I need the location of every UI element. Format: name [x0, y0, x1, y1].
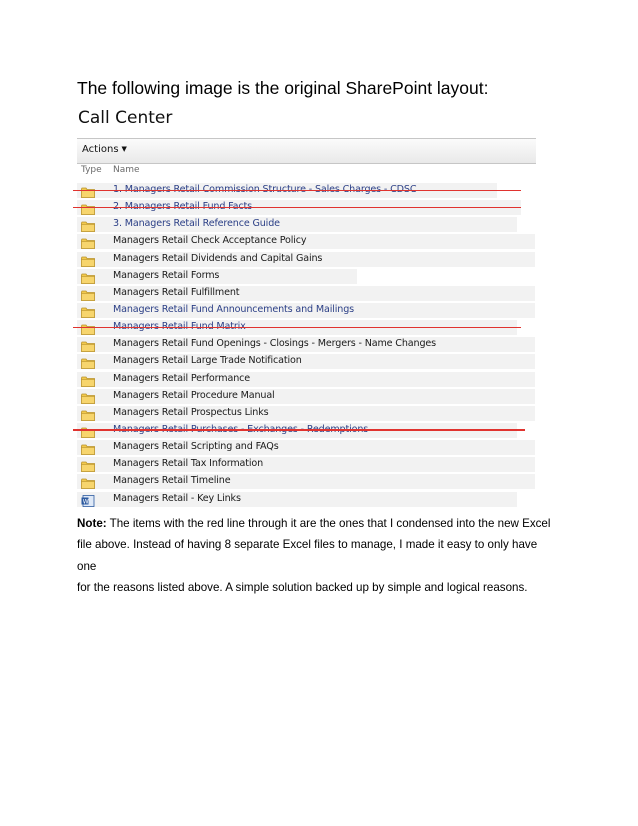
list-item[interactable] [77, 491, 537, 508]
note-line-3: for the reasons listed above. A simple solution backed up by simple and logical reasons. [77, 580, 528, 594]
note-label: Note: [77, 517, 107, 530]
folder-icon [81, 459, 95, 470]
list-item[interactable] [77, 268, 537, 285]
list-item-name[interactable]: Managers Retail Dividends and Capital Gains [113, 252, 323, 264]
list-item-name[interactable]: Managers Retail Fulfillment [113, 286, 240, 298]
list-item[interactable] [77, 353, 537, 370]
strikethrough-line [73, 429, 525, 431]
strikethrough-line [73, 190, 521, 192]
document-heading: The following image is the original SharePoint layout: [77, 78, 489, 98]
folder-icon [81, 442, 95, 453]
strikethrough-line [73, 327, 521, 329]
note-line-2: file above. Instead of having 8 separate Excel files to manage, I made it easy to only have one [77, 538, 538, 573]
list-item[interactable] [77, 319, 537, 336]
list-item[interactable] [77, 285, 537, 302]
library-title: Call Center [78, 108, 173, 128]
list-item[interactable] [77, 371, 537, 388]
list-item-name[interactable]: 3. Managers Retail Reference Guide [113, 218, 280, 230]
sharepoint-screenshot [77, 108, 537, 503]
list-item[interactable] [77, 388, 537, 405]
list-item[interactable] [77, 422, 537, 439]
column-header-type[interactable]: Type [81, 165, 102, 175]
actions-label: Actions [82, 144, 119, 155]
folder-icon [81, 408, 95, 419]
folder-icon [81, 305, 95, 316]
list-item[interactable] [77, 336, 537, 353]
column-header-name[interactable]: Name [113, 165, 140, 175]
list-item[interactable] [77, 251, 537, 268]
note-paragraph [77, 513, 557, 598]
toolbar [77, 138, 536, 164]
list-item-name[interactable]: Managers Retail Timeline [113, 475, 231, 487]
note-line-1: The items with the red line through it are the ones that I condensed into the new Excel [106, 517, 551, 530]
list-item[interactable] [77, 473, 537, 490]
folder-icon [81, 236, 95, 247]
folder-icon [81, 219, 95, 230]
list-item[interactable] [77, 216, 537, 233]
list-item-name[interactable]: Managers Retail Forms [113, 269, 220, 281]
folder-icon [81, 374, 95, 385]
list-item-name[interactable]: Managers Retail Prospectus Links [113, 406, 269, 418]
svg-text:W: W [82, 497, 89, 505]
list-item[interactable] [77, 456, 537, 473]
list-item-name[interactable]: Managers Retail Fund Announcements and Mailings [113, 303, 354, 315]
list-item-name[interactable]: Managers Retail Large Trade Notification [113, 355, 302, 367]
list-item[interactable] [77, 439, 537, 456]
folder-icon [81, 254, 95, 265]
folder-icon [81, 339, 95, 350]
folder-icon [81, 271, 95, 282]
list-item[interactable] [77, 182, 537, 199]
list-item[interactable] [77, 233, 537, 250]
document-list [77, 182, 537, 508]
list-item-name[interactable]: Managers Retail Tax Information [113, 458, 264, 470]
list-item-name[interactable]: Managers Retail Performance [113, 372, 251, 384]
list-item-name[interactable]: Managers Retail Fund Openings - Closings - Mergers - Name Changes [113, 338, 436, 350]
list-item-name[interactable]: Managers Retail Scripting and FAQs [113, 441, 279, 453]
list-item-name[interactable]: Managers Retail - Key Links [113, 492, 241, 504]
list-item[interactable] [77, 199, 537, 216]
folder-icon [81, 356, 95, 367]
list-item[interactable] [77, 405, 537, 422]
list-item[interactable] [77, 302, 537, 319]
list-item-name[interactable]: Managers Retail Check Acceptance Policy [113, 235, 307, 247]
folder-icon [81, 476, 95, 487]
column-header-row [77, 164, 536, 179]
strikethrough-line [73, 207, 521, 209]
folder-icon [81, 391, 95, 402]
actions-menu-button[interactable] [82, 144, 127, 155]
chevron-down-icon: ▼ [121, 145, 127, 153]
list-item-name[interactable]: Managers Retail Procedure Manual [113, 389, 275, 401]
word-document-icon [81, 494, 95, 505]
folder-icon [81, 288, 95, 299]
